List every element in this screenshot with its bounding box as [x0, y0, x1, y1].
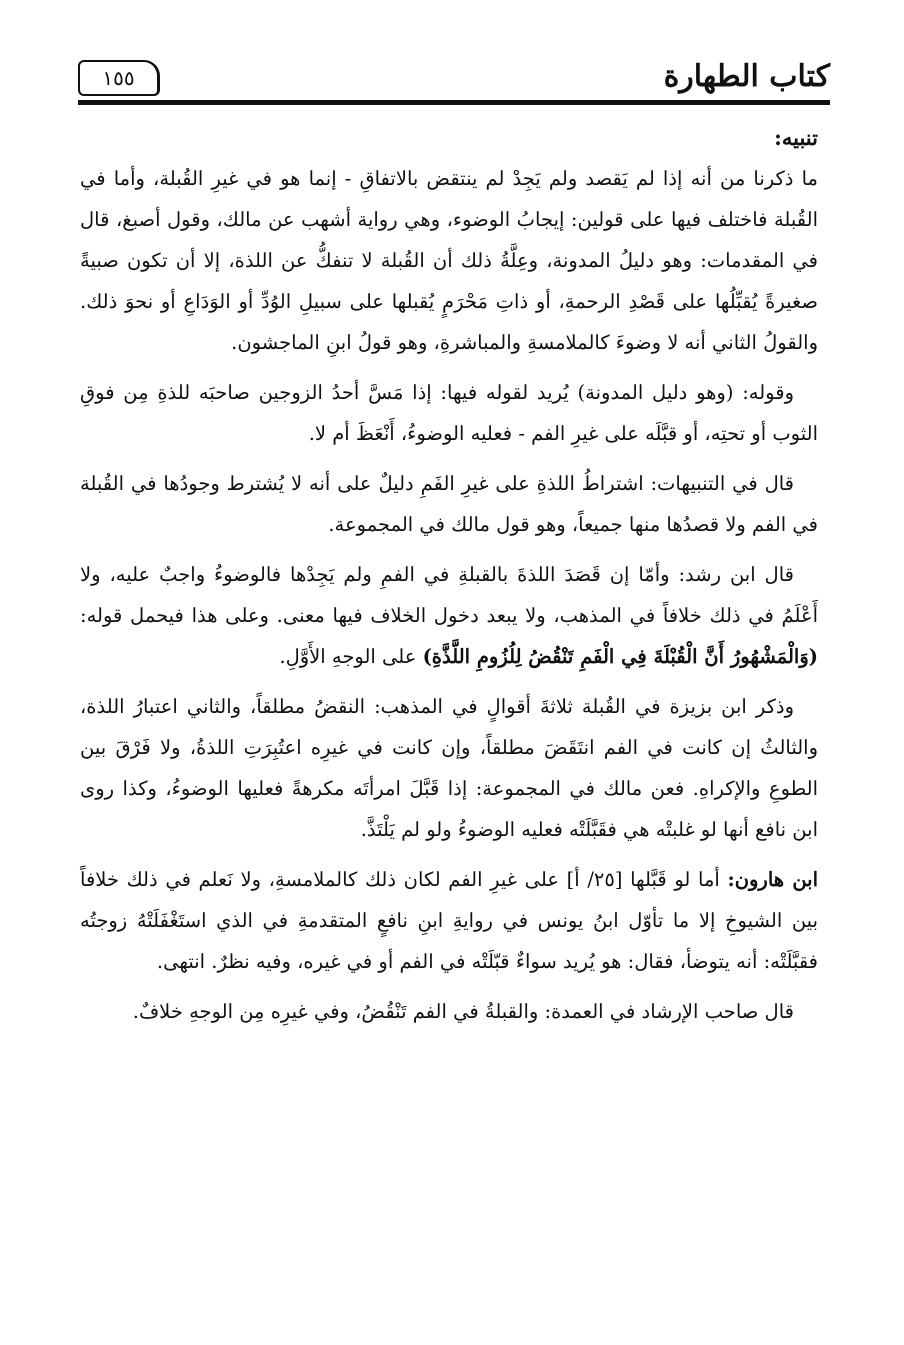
main-text	[80, 118, 818, 1041]
section-heading: تنبيه:	[774, 125, 818, 150]
paragraph-4-tail: على الوجهِ الأَوَّلِ.	[279, 645, 423, 668]
header-title: كتاب الطهارة	[663, 59, 830, 94]
quoted-matn: (وَالْمَشْهُورُ أَنَّ الْقُبْلَةَ فِي الْفَمِ تَنْقُضُ لِلُزُومِ اللَّذَّةِ)	[422, 645, 818, 668]
paragraph-2: وقوله: (وهو دليل المدونة) يُريد لقوله فيها: إذا مَسَّ أحدُ الزوجين صاحبَه للذةِ مِن فوقِ الثوب أو تحتِه، أو قبَّلَه على غيرِ الفم - فعليه الوضوءُ، أَنْعَظَ أم لا.	[80, 381, 818, 445]
paragraph-6-text: أما لو قَبَّلها [٢٥/ أ] على غيرِ الفم لكان ذلك كالملامسةِ، ولا نَعلم في ذلك خلافاً بين الشيوخِ إلا ما تأوّل ابنُ يونس في روايةِ ابنِ نافعٍ المتقدمةِ في الذي استَغْفَلَتْهُ زوجتُه فقبَّلَتْه: أنه يتوضأ، فقال: هو يُريد سواءٌ قبّلَتْه في الفم أو في غيره، وفيه نظرٌ. انتهى.	[80, 868, 818, 973]
speaker-name: ابن هارون:	[727, 868, 819, 891]
paragraph-5: وذكر ابن بزيزة في القُبلة ثلاثةَ أقوالٍ في المذهب: النقضُ مطلقاً، والثاني اعتبارُ اللذة، والثالثُ إن كانت في الفم انتَقَضَ مطلقاً، وإن كانت في غيرِه اعتُبِرَتِ اللذةُ، ولا فَرْقَ بين الطوعِ والإكراهِ. فعن مالك في المجموعة: إذا قَبَّلَ امرأتَه مكرهةً فعليها الوضوءُ، وكذا روى ابن نافع أنها لو غلبتْه هي فقَبَّلَتْه فعليه الوضوءُ ولو لم يَلْتَذَّ.	[80, 695, 818, 841]
paragraph-4	[80, 554, 818, 677]
page-number: ١٥٥	[78, 60, 160, 96]
header-rule	[78, 100, 830, 105]
running-header	[78, 58, 830, 106]
paragraph-6	[80, 859, 818, 982]
paragraph-3: قال في التنبيهات: اشتراطُ اللذةِ على غيرِ الفَمِ دليلٌ على أنه لا يُشترط وجودُها في القُبلة في الفم ولا قصدُها منها جميعاً، وهو قول مالك في المجموعة.	[80, 472, 818, 536]
paragraph-1: ما ذكرنا من أنه إذا لم يَقصد ولم يَجِدْ لم ينتقض بالاتفاقِ - إنما هو في غيرِ القُبلة، وأما في القُبلة فاختلف فيها على قولين: إيجابُ الوضوء، وهي رواية أشهب عن مالك، وقول أصبغ، قال في المقدمات: وهو دليلُ المدونة، وعِلَّةُ ذلك أن القُبلة لا تنفكُّ عن اللذة، إلا أن تكون صبيةً صغيرةً يُقبِّلُها على قَصْدِ الرحمةِ، أو ذاتِ مَحْرَمٍ يُقبلها على سبيلِ الوُدِّ أو الوَدَاعِ أو نحوَ ذلك. والقولُ الثاني أنه لا وضوءَ كالملامسةِ والمباشرةِ، وهو قولُ ابنِ الماجشون.	[80, 167, 818, 354]
paragraph-7: قال صاحب الإرشاد في العمدة: والقبلةُ في الفم تَنْقُضُ، وفي غيرِه مِن الوجهِ خلافٌ.	[132, 1000, 794, 1023]
paragraph-4-text: قال ابن رشد: وأمّا إن قَصَدَ اللذةَ بالقبلةِ في الفمِ ولم يَجِدْها فالوضوءُ واجبٌ عليه، ولا أَعْلَمُ في ذلك خلافاً في المذهب، ولا يبعد دخول الخلاف فيها معنى. وعلى هذا فيحمل قوله:	[80, 563, 818, 627]
